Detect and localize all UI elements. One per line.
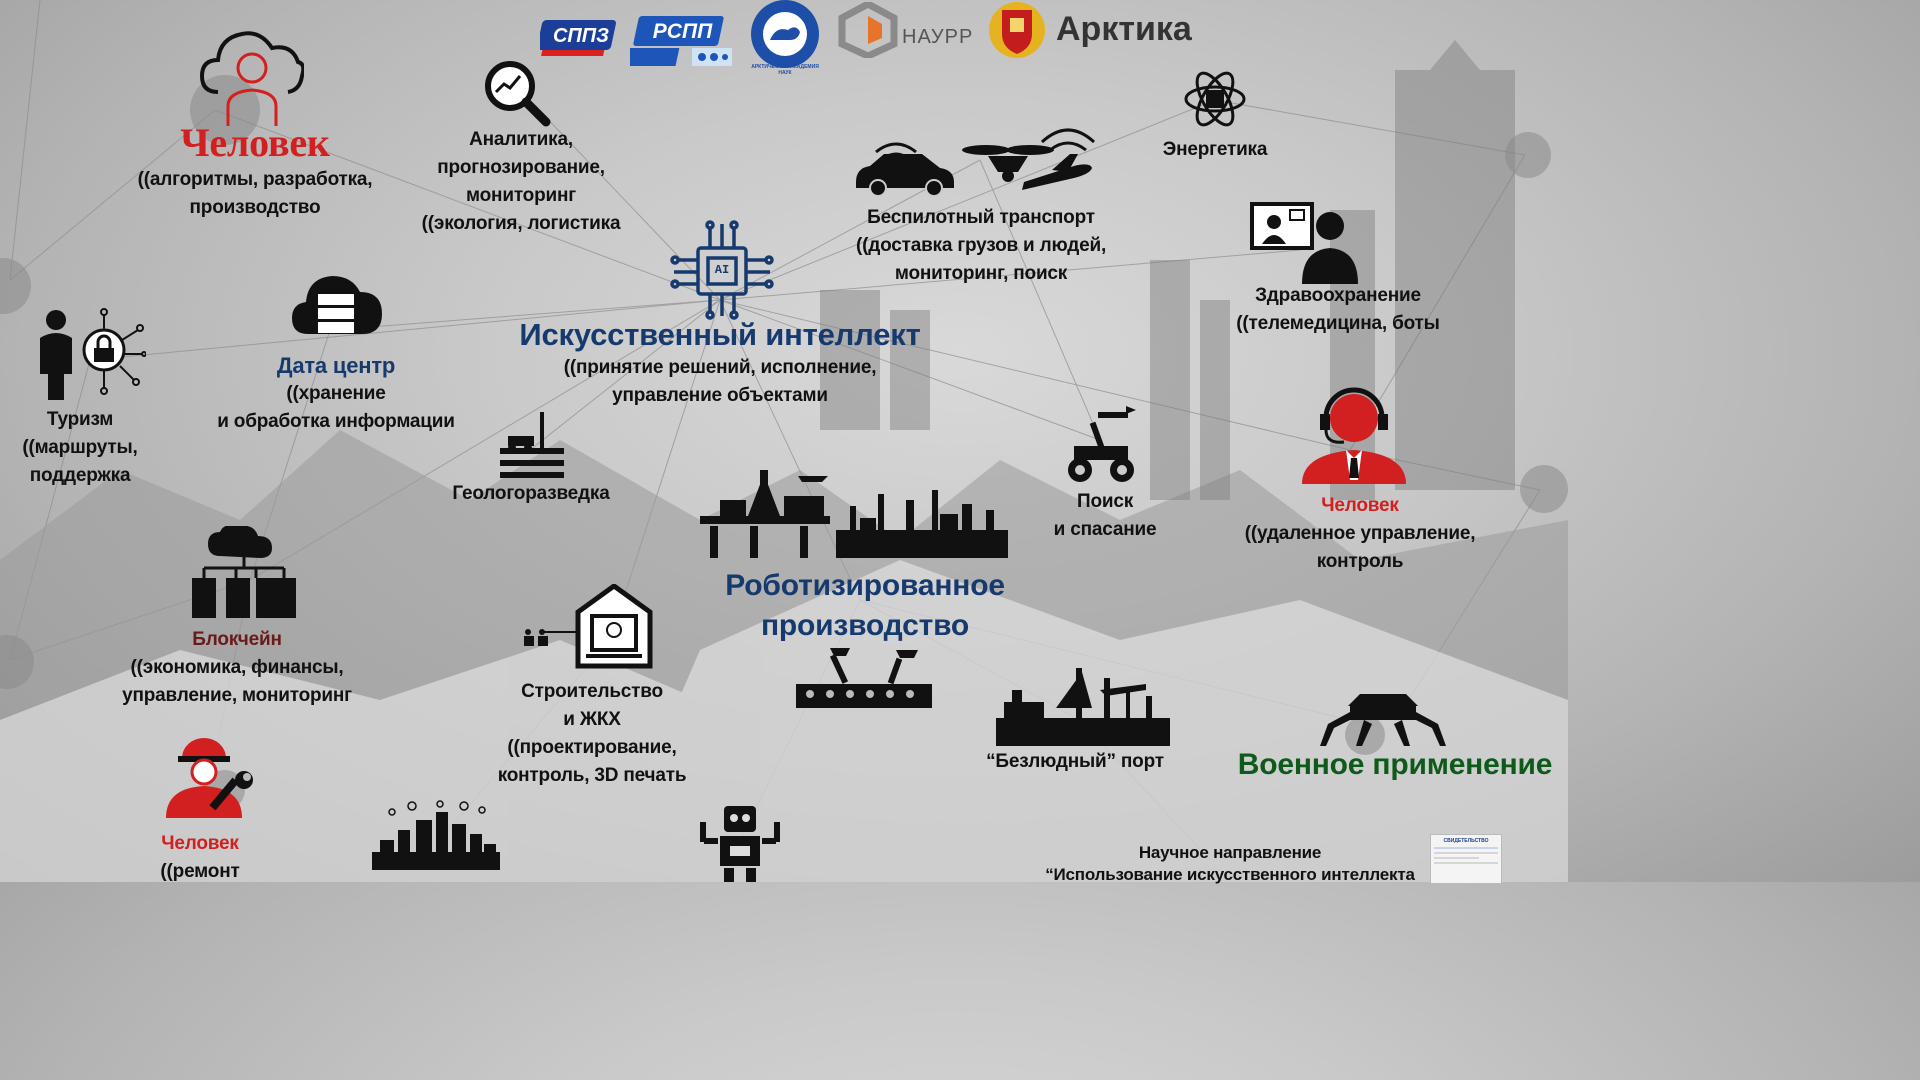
arctic-title — [1056, 10, 1192, 49]
rescue-line-2: и спасание — [1053, 519, 1157, 540]
unmanned-line-3: мониторинг, поиск — [894, 263, 1068, 284]
human-remote-line-2: ((удаленное управление, — [1244, 523, 1476, 544]
cloud-server-icon — [290, 274, 382, 348]
analytics-line-2: прогнозирование, — [437, 157, 605, 178]
arctic-academy-ring-text: АРКТИЧЕСКАЯ АКАДЕМИЯ НАУК — [751, 64, 819, 76]
geo-title: Геологоразведка — [452, 483, 610, 504]
rescue-robot-icon — [1064, 402, 1138, 486]
drilling-rig-icon — [500, 408, 566, 480]
health-line-2: ((телемедицина, боты — [1236, 313, 1440, 334]
certificate-thumbnail — [1430, 834, 1502, 884]
ai-title: Искусственный интеллект — [519, 317, 921, 352]
network-dot — [1505, 132, 1551, 178]
sppz-logo — [540, 14, 622, 60]
blockchain-block — [100, 626, 374, 710]
ai-center-block — [500, 316, 940, 410]
human-top-block — [90, 120, 420, 222]
human-top-title: Человек — [180, 120, 330, 165]
robot-prod-line-1: Роботизированное — [725, 569, 1005, 602]
science-line-2: “Использование искусственного интеллекта — [1045, 865, 1415, 884]
certificate-title: СВИДЕТЕЛЬСТВО — [1443, 838, 1489, 844]
tourism-line-2: ((маршруты, — [22, 437, 138, 458]
naurr-logo-text — [902, 26, 973, 49]
health-line-1: Здравоохранение — [1255, 285, 1421, 306]
datacenter-block — [196, 352, 476, 436]
construction-line-3: ((проектирование, — [507, 737, 677, 758]
rspp-logo — [630, 12, 735, 68]
rescue-line-1: Поиск — [1076, 491, 1134, 512]
construction-line-1: Строительство — [521, 681, 663, 702]
datacenter-title: Дата центр — [276, 353, 396, 378]
human-top-desc-2: производство — [189, 197, 321, 218]
ai-chip-icon — [668, 218, 776, 322]
naurr-label: НАУРР — [902, 26, 974, 48]
arctic-title-label: Арктика — [1056, 10, 1192, 48]
oil-platform-factory-icon — [700, 470, 1008, 562]
tourism-block — [4, 406, 156, 490]
naurr-logo-icon — [838, 2, 898, 58]
blockchain-line-3: управление, мониторинг — [122, 685, 352, 706]
arctic-academy-logo — [744, 0, 826, 76]
tourism-line-1: Туризм — [46, 409, 114, 430]
operator-headset-icon — [1298, 380, 1410, 484]
analytics-line-4: ((экология, логистика — [421, 213, 621, 234]
analytics-line-3: мониторинг — [466, 185, 576, 206]
sppz-logo-text: СППЗ — [552, 25, 610, 47]
human-remote-title: Человек — [1321, 495, 1399, 516]
analytics-line-1: Аналитика, — [469, 129, 573, 150]
blockchain-title: Блокчейн — [192, 629, 282, 650]
geo-block — [436, 480, 626, 508]
unmanned-block — [826, 204, 1136, 288]
unmanned-line-2: ((доставка грузов и людей, — [855, 235, 1107, 256]
energy-block — [1130, 136, 1300, 164]
smart-house-icon — [520, 584, 656, 670]
military-block — [1222, 744, 1568, 786]
tourism-line-3: поддержка — [29, 465, 131, 486]
human-repair-title: Человек — [161, 833, 239, 854]
robot-arm-conveyor-icon — [796, 644, 932, 708]
port-title: “Безлюдный” порт — [986, 751, 1164, 772]
datacenter-line-2: ((хранение — [286, 383, 386, 404]
human-top-desc-1: ((алгоритмы, разработка, — [137, 169, 373, 190]
car-drone-plane-icon — [852, 122, 1104, 200]
walker-robot-icon — [1320, 688, 1446, 746]
port-block — [970, 748, 1180, 776]
smart-city-icon — [372, 800, 500, 870]
rescue-block — [1030, 488, 1180, 544]
worker-wrench-icon — [164, 736, 260, 818]
rspp-logo-text: РСПП — [652, 20, 713, 43]
ai-chip-label: AI — [714, 263, 730, 277]
human-repair-block — [130, 830, 270, 886]
energy-title: Энергетика — [1162, 139, 1268, 160]
datacenter-line-3: и обработка информации — [217, 411, 455, 432]
network-dot — [1520, 465, 1568, 513]
robot-prod-block — [710, 566, 1020, 646]
science-block — [1040, 842, 1420, 886]
human-remote-line-3: контроль — [1316, 551, 1404, 572]
blockchain-line-2: ((экономика, финансы, — [130, 657, 344, 678]
construction-block — [478, 678, 706, 790]
military-title: Военное применение — [1237, 748, 1553, 781]
blockchain-servers-icon — [192, 526, 296, 618]
atom-chip-icon — [1184, 68, 1246, 130]
cloud-person-icon — [200, 22, 304, 128]
human-repair-line-2: ((ремонт — [160, 861, 240, 882]
traveler-lock-icon — [34, 308, 146, 400]
human-remote-block — [1230, 492, 1490, 576]
arctic-coat-of-arms-icon — [988, 0, 1046, 60]
analytics-block — [390, 126, 652, 238]
ai-desc: ((принятие решений, исполнение, управление объектами — [563, 357, 877, 406]
health-block — [1210, 282, 1466, 338]
unmanned-line-1: Беспилотный транспорт — [867, 207, 1095, 228]
magnifier-chart-icon — [480, 56, 552, 128]
construction-line-2: и ЖКХ — [563, 709, 621, 730]
port-cranes-icon — [996, 668, 1170, 748]
robot-prod-line-2: производство — [760, 609, 970, 642]
science-line-1: Научное направление — [1138, 843, 1322, 862]
telemedicine-icon — [1250, 200, 1360, 284]
humanoid-robot-icon — [700, 806, 780, 882]
construction-line-4: контроль, 3D печать — [497, 765, 687, 786]
